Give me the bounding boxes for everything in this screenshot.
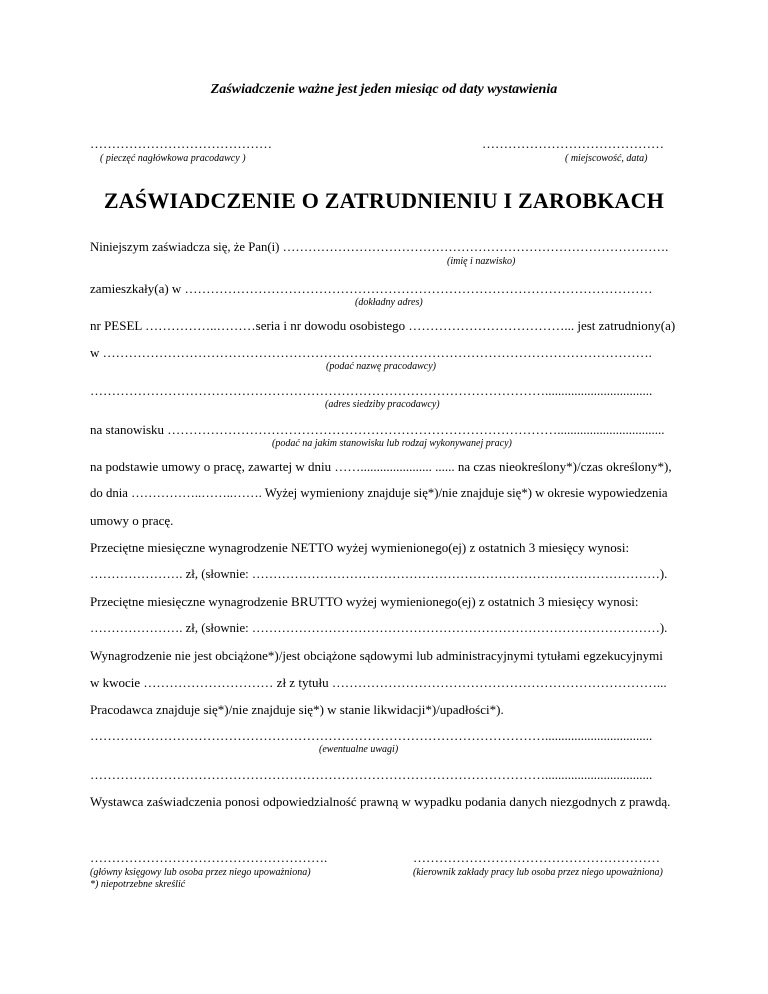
caption-address: (dokładny adres) xyxy=(355,297,423,308)
line-pesel: nr PESEL ……………..………seria i nr dowodu osobistego ………………………………... jest zatrudniony(a) xyxy=(90,318,676,333)
line-employer-name: w ………………………………………………………………………………………………………………. xyxy=(90,345,652,360)
line-remarks-2: ……………………………………………………………………………………………................................. xyxy=(90,767,653,782)
line-net-salary: Przeciętne miesięczne wynagrodzenie NETTO wyżej wymienionego(ej) z ostatnich 3 miesięcy wynosi: xyxy=(90,540,630,555)
line-employer-address: ……………………………………………………………………………………………................................. xyxy=(90,383,653,398)
employer-stamp-dots: …………………………………… xyxy=(90,136,272,151)
document-title: ZAŚWIADCZENIE O ZATRUDNIENIU I ZAROBKACH xyxy=(103,188,665,213)
line-contract: na podstawie umowy o pracę, zawartej w dniu ……...................... ...... na czas nieokreślony*)/czas określony*), xyxy=(90,459,672,474)
line-gross-amount: …………………. zł, (słownie: ……………………………………………………………………………………). xyxy=(90,621,668,635)
accountant-signature-dots: ………………………………………………. xyxy=(90,850,328,865)
line-encumbrance-amount: w kwocie ………………………… zł z tytułu …………………………………………………………………... xyxy=(90,675,667,690)
line-liability: Wystawca zaświadczenia ponosi odpowiedzialność prawną w wypadku podania danych niezgodnych z prawdą. xyxy=(90,794,671,809)
caption-remarks: (ewentualne uwagi) xyxy=(319,744,399,755)
place-date-dots: …………………………………… xyxy=(482,136,664,151)
caption-employer-address: (adres siedziby pracodawcy) xyxy=(325,399,440,410)
manager-signature-caption: (kierownik zakłady pracy lub osoba przez niego upoważniona) xyxy=(413,867,663,878)
validity-note: Zaświadczenie ważne jest jeden miesiąc od daty wystawienia xyxy=(210,82,558,97)
employer-stamp-caption: ( pieczęć nagłówkowa pracodawcy ) xyxy=(100,153,246,164)
line-name: Niniejszym zaświadcza się, że Pan(i) ………………………………………………………………………………. xyxy=(90,240,669,254)
line-contract-end: umowy o pracę. xyxy=(90,513,174,528)
line-net-amount: …………………. zł, (słownie: ……………………………………………………………………………………). xyxy=(90,567,668,581)
caption-employer-name: (podać nazwę pracodawcy) xyxy=(326,361,436,372)
caption-position: (podać na jakim stanowisku lub rodzaj wykonywanej pracy) xyxy=(272,438,512,449)
caption-name: (imię i nazwisko) xyxy=(447,256,516,267)
line-remarks: ……………………………………………………………………………………………................................. xyxy=(90,728,653,743)
line-contract-until: do dnia ……………..……..……. Wyżej wymieniony znajduje się*)/nie znajduje się*) w okresie wypowiedzenia xyxy=(90,486,668,500)
line-liquidation: Pracodawca znajduje się*)/nie znajduje się*) w stanie likwidacji*)/upadłości*). xyxy=(90,702,504,717)
line-address: zamieszkały(a) w ……………………………………………………………………………………………… xyxy=(90,281,653,296)
line-position: na stanowisku ………………………………………………………………………………................................. xyxy=(90,422,665,437)
accountant-signature-caption: (główny księgowy lub osoba przez niego upoważniona) xyxy=(90,867,311,878)
line-gross-salary: Przeciętne miesięczne wynagrodzenie BRUTTO wyżej wymienionego(ej) z ostatnich 3 miesięcy wynosi: xyxy=(90,594,639,609)
place-date-caption: ( miejscowość, data) xyxy=(565,153,648,164)
line-encumbrance: Wynagrodzenie nie jest obciążone*)/jest obciążone sądowymi lub administracyjnymi tytułami egzekucyjnymi xyxy=(90,648,663,663)
footnote: *) niepotrzebne skreślić xyxy=(90,879,186,890)
manager-signature-dots: ………………………………………………… xyxy=(413,850,660,865)
